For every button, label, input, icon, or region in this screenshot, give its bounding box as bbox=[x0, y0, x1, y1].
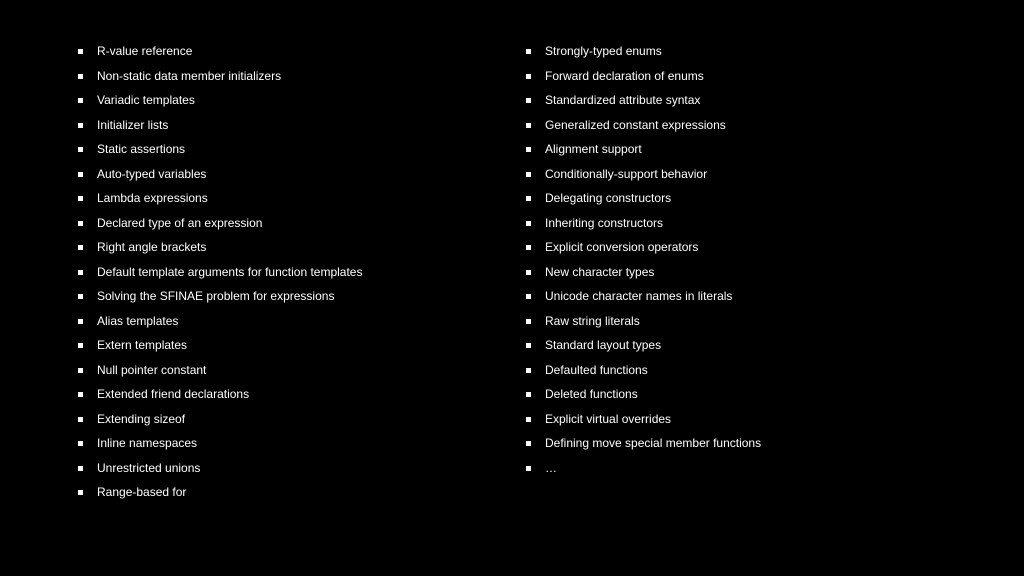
list-item bbox=[78, 211, 498, 236]
list-item bbox=[526, 358, 966, 383]
list-item bbox=[78, 113, 498, 138]
list-item bbox=[526, 333, 966, 358]
list-item-label: Auto-typed variables bbox=[97, 166, 207, 181]
list-item-label: Right angle brackets bbox=[97, 240, 207, 254]
square-bullet-icon bbox=[78, 147, 83, 152]
list-item bbox=[526, 284, 966, 309]
list-item-label: New character types bbox=[545, 264, 655, 279]
feature-list-left bbox=[78, 39, 498, 505]
list-item-label: Explicit virtual overrides bbox=[545, 411, 672, 426]
square-bullet-icon bbox=[526, 172, 531, 177]
list-item-label: Standard layout types bbox=[545, 338, 662, 352]
list-item-label: Static assertions bbox=[97, 142, 186, 156]
list-item bbox=[78, 456, 498, 481]
list-item-label: Defining move special member functions bbox=[545, 436, 762, 450]
list-item-label: Lambda expressions bbox=[97, 191, 208, 205]
list-item-label: Default template arguments for function templates bbox=[97, 264, 363, 279]
square-bullet-icon bbox=[526, 196, 531, 201]
square-bullet-icon bbox=[78, 98, 83, 103]
square-bullet-icon bbox=[78, 417, 83, 422]
list-item-label: Raw string literals bbox=[545, 313, 640, 328]
list-item bbox=[78, 309, 498, 334]
square-bullet-icon bbox=[78, 221, 83, 226]
list-item bbox=[526, 113, 966, 138]
list-item-label: Extended friend declarations bbox=[97, 387, 250, 401]
square-bullet-icon bbox=[526, 343, 531, 348]
square-bullet-icon bbox=[526, 319, 531, 324]
list-item bbox=[78, 284, 498, 309]
square-bullet-icon bbox=[78, 196, 83, 201]
list-item-label: Alignment support bbox=[545, 142, 642, 156]
square-bullet-icon bbox=[526, 98, 531, 103]
square-bullet-icon bbox=[78, 441, 83, 446]
square-bullet-icon bbox=[526, 441, 531, 446]
list-item bbox=[526, 211, 966, 236]
square-bullet-icon bbox=[78, 319, 83, 324]
list-item-label: … bbox=[545, 460, 557, 475]
square-bullet-icon bbox=[78, 368, 83, 373]
square-bullet-icon bbox=[526, 392, 531, 397]
square-bullet-icon bbox=[78, 245, 83, 250]
list-item-label: Solving the SFINAE problem for expressions bbox=[97, 289, 335, 303]
list-item bbox=[526, 309, 966, 334]
list-item bbox=[526, 260, 966, 285]
list-item-label: Strongly-typed enums bbox=[545, 44, 662, 58]
list-item-label: Non-static data member initializers bbox=[97, 68, 282, 83]
list-item bbox=[78, 88, 498, 113]
square-bullet-icon bbox=[526, 270, 531, 275]
list-item bbox=[78, 382, 498, 407]
list-item-label: Range-based for bbox=[97, 485, 187, 499]
list-item-label: Unrestricted unions bbox=[97, 460, 201, 475]
list-item bbox=[78, 480, 498, 505]
list-item-label: Delegating constructors bbox=[545, 191, 672, 205]
square-bullet-icon bbox=[526, 294, 531, 299]
list-item-label: Inheriting constructors bbox=[545, 215, 664, 230]
list-item bbox=[526, 382, 966, 407]
list-item-label: Explicit conversion operators bbox=[545, 240, 699, 254]
list-item bbox=[526, 235, 966, 260]
list-item bbox=[78, 358, 498, 383]
square-bullet-icon bbox=[78, 270, 83, 275]
list-item bbox=[526, 64, 966, 89]
list-item-label: Standardized attribute syntax bbox=[545, 93, 701, 107]
list-item bbox=[78, 407, 498, 432]
square-bullet-icon bbox=[78, 294, 83, 299]
list-item bbox=[526, 186, 966, 211]
square-bullet-icon bbox=[78, 172, 83, 177]
list-item-label: Defaulted functions bbox=[545, 362, 648, 377]
square-bullet-icon bbox=[526, 74, 531, 79]
square-bullet-icon bbox=[78, 392, 83, 397]
square-bullet-icon bbox=[78, 74, 83, 79]
list-item-label: Variadic templates bbox=[97, 93, 195, 107]
list-item bbox=[78, 235, 498, 260]
square-bullet-icon bbox=[526, 245, 531, 250]
list-item bbox=[526, 162, 966, 187]
list-item-label: Unicode character names in literals bbox=[545, 289, 733, 303]
list-item bbox=[78, 186, 498, 211]
square-bullet-icon bbox=[526, 123, 531, 128]
square-bullet-icon bbox=[526, 466, 531, 471]
square-bullet-icon bbox=[78, 490, 83, 495]
list-item-label: Conditionally-support behavior bbox=[545, 166, 708, 181]
list-item bbox=[78, 64, 498, 89]
square-bullet-icon bbox=[526, 221, 531, 226]
square-bullet-icon bbox=[526, 417, 531, 422]
list-item-label: Extern templates bbox=[97, 338, 188, 352]
square-bullet-icon bbox=[78, 123, 83, 128]
list-item bbox=[526, 88, 966, 113]
feature-list-right bbox=[526, 39, 966, 480]
square-bullet-icon bbox=[78, 343, 83, 348]
list-item-label: R-value reference bbox=[97, 44, 193, 58]
square-bullet-icon bbox=[78, 49, 83, 54]
list-item bbox=[526, 456, 966, 481]
list-item-label: Forward declaration of enums bbox=[545, 68, 704, 83]
list-item bbox=[78, 333, 498, 358]
list-item-label: Deleted functions bbox=[545, 387, 638, 401]
list-item bbox=[78, 39, 498, 64]
square-bullet-icon bbox=[78, 466, 83, 471]
list-item-label: Generalized constant expressions bbox=[545, 117, 726, 132]
list-item-label: Initializer lists bbox=[97, 117, 169, 132]
list-item-label: Alias templates bbox=[97, 313, 179, 328]
list-item-label: Null pointer constant bbox=[97, 362, 207, 377]
list-item bbox=[78, 431, 498, 456]
list-item bbox=[526, 137, 966, 162]
square-bullet-icon bbox=[526, 368, 531, 373]
list-item-label: Declared type of an expression bbox=[97, 215, 263, 230]
list-item bbox=[526, 431, 966, 456]
list-item bbox=[526, 407, 966, 432]
list-item bbox=[78, 260, 498, 285]
square-bullet-icon bbox=[526, 49, 531, 54]
list-item bbox=[526, 39, 966, 64]
list-item-label: Extending sizeof bbox=[97, 411, 186, 426]
square-bullet-icon bbox=[526, 147, 531, 152]
list-item bbox=[78, 137, 498, 162]
list-item-label: Inline namespaces bbox=[97, 436, 198, 450]
list-item bbox=[78, 162, 498, 187]
